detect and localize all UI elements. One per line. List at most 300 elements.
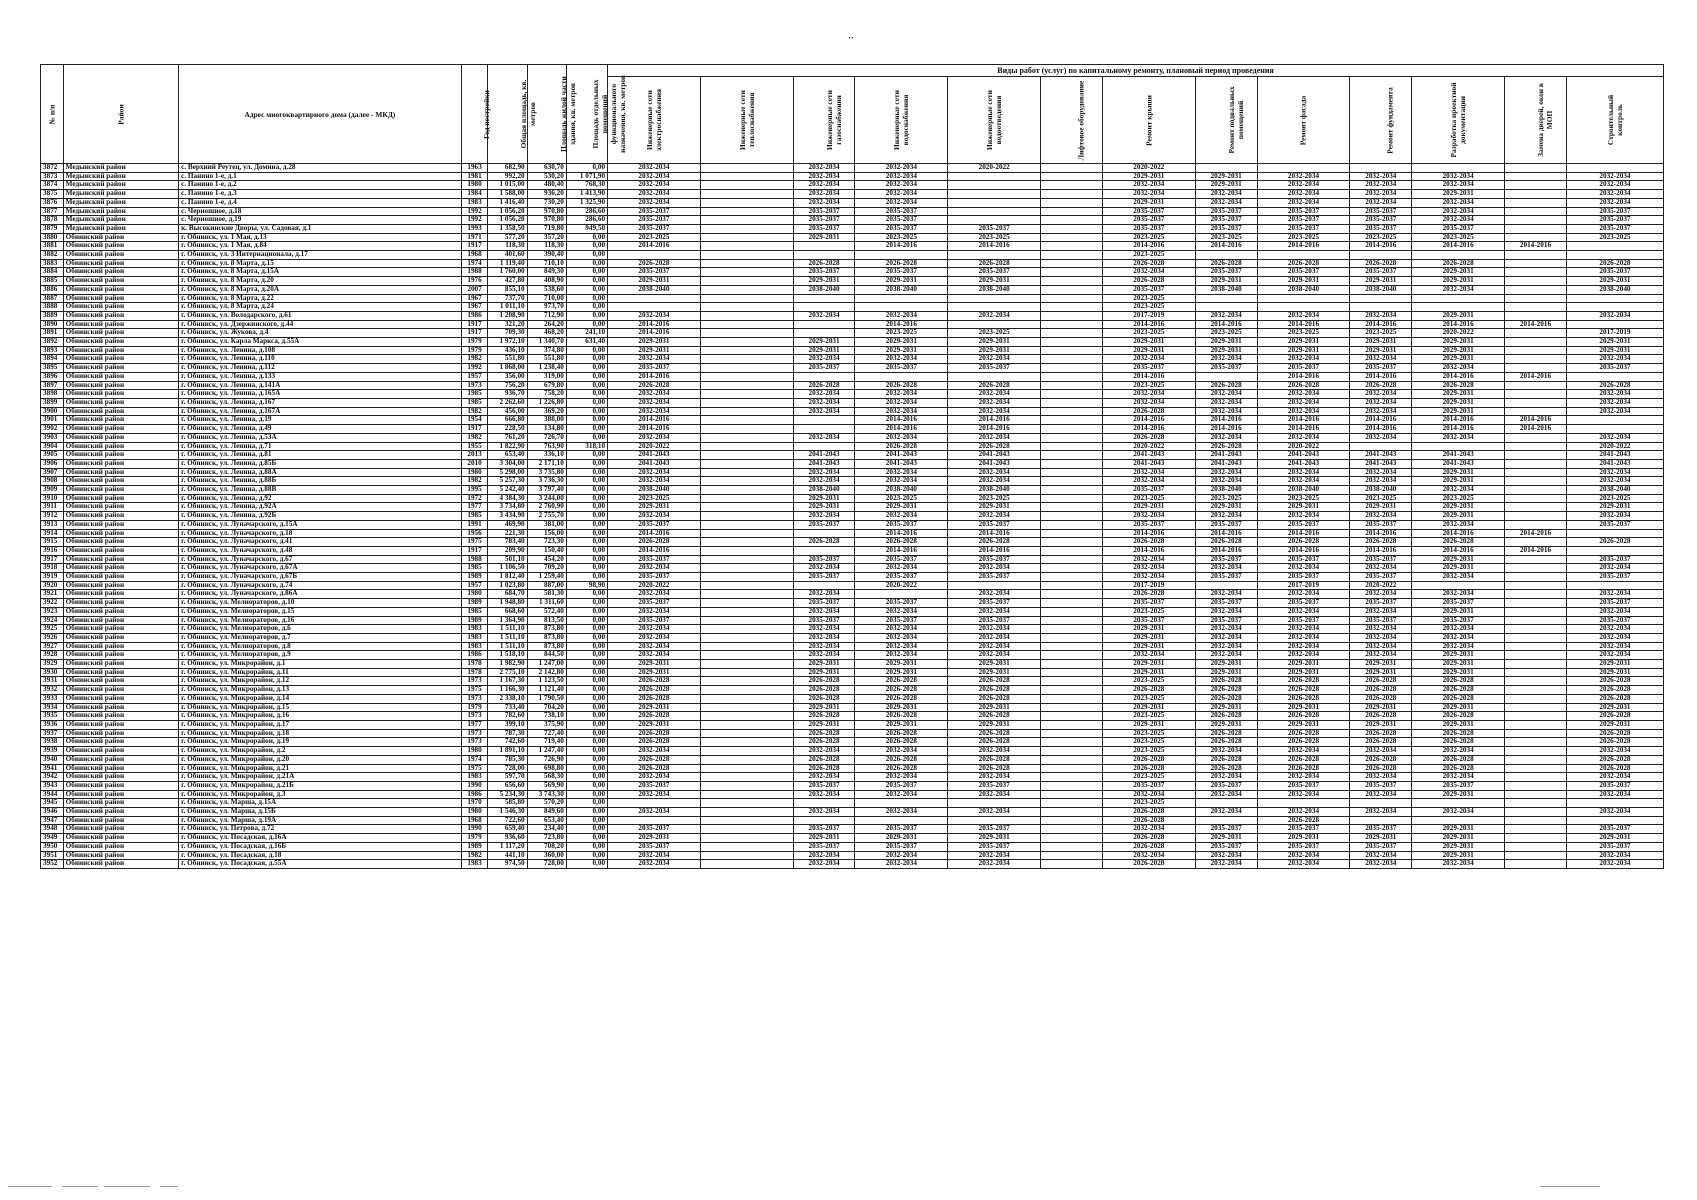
- address-cell: с. Панино 1-е, д.3: [179, 190, 462, 199]
- nonres-area-cell: 0,00: [566, 303, 607, 312]
- design-docs-cell: 2029-2031: [1412, 311, 1505, 320]
- doors-windows-cell: [1505, 251, 1567, 260]
- district-cell: Обнинский район: [63, 381, 178, 390]
- heating-cell: [700, 538, 793, 547]
- facade-cell: 2014-2016: [1257, 425, 1350, 434]
- water-cell: 2023-2025: [855, 329, 948, 338]
- facade-cell: 2029-2031: [1257, 277, 1350, 286]
- nonres-area-cell: 0,00: [566, 808, 607, 817]
- facade-cell: 2014-2016: [1257, 416, 1350, 425]
- roof-cell: 2023-2025: [1102, 251, 1195, 260]
- year-cell: 1976: [461, 277, 488, 286]
- row-number: 3921: [41, 590, 64, 599]
- total-area-cell: 1 023,80: [488, 581, 527, 590]
- gas-cell: 2035-2037: [793, 781, 855, 790]
- living-area-cell: 698,80: [527, 764, 566, 773]
- elevator-cell: [1041, 303, 1103, 312]
- doors-windows-cell: [1505, 581, 1567, 590]
- year-cell: 1982: [461, 433, 488, 442]
- heating-cell: [700, 738, 793, 747]
- basement-cell: 2032-2034: [1195, 808, 1257, 817]
- address-cell: г. Обнинск, ул. Посадская, д.16Б: [179, 842, 462, 851]
- total-area-cell: 785,30: [488, 755, 527, 764]
- facade-cell: 2032-2034: [1257, 633, 1350, 642]
- header-no: № п/п: [41, 65, 64, 164]
- roof-cell: 2023-2025: [1102, 303, 1195, 312]
- table-header-row: [41, 65, 1664, 77]
- row-number: 3917: [41, 555, 64, 564]
- heating-cell: [700, 851, 793, 860]
- nonres-area-cell: 0,00: [566, 538, 607, 547]
- heating-cell: [700, 346, 793, 355]
- table-row: [41, 277, 1664, 286]
- elevator-cell: [1041, 364, 1103, 373]
- row-number: 3930: [41, 668, 64, 677]
- total-area-cell: 456,00: [488, 407, 527, 416]
- heating-cell: [700, 285, 793, 294]
- heating-cell: [700, 433, 793, 442]
- foundation-cell: [1350, 294, 1412, 303]
- foundation-cell: 2026-2028: [1350, 259, 1412, 268]
- address-cell: г. Обнинск, ул. 8 Марта, д.20А: [179, 285, 462, 294]
- water-cell: 2023-2025: [855, 494, 948, 503]
- facade-cell: 2041-2043: [1257, 451, 1350, 460]
- electric-cell: 2035-2037: [608, 224, 701, 233]
- doors-windows-cell: [1505, 390, 1567, 399]
- district-cell: Обнинский район: [63, 494, 178, 503]
- drainage-cell: 2029-2031: [948, 721, 1041, 730]
- heating-cell: [700, 834, 793, 843]
- nonres-area-cell: 0,00: [566, 398, 607, 407]
- facade-cell: 2032-2034: [1257, 390, 1350, 399]
- nonres-area-cell: 0,00: [566, 164, 607, 173]
- foundation-cell: [1350, 164, 1412, 173]
- roof-cell: 2035-2037: [1102, 616, 1195, 625]
- gas-cell: 2029-2031: [793, 503, 855, 512]
- row-number: 3948: [41, 825, 64, 834]
- year-cell: 1989: [461, 842, 488, 851]
- district-cell: Обнинский район: [63, 364, 178, 373]
- address-cell: г. Обнинск, ул. 8 Марта, д.15: [179, 259, 462, 268]
- basement-cell: 2032-2034: [1195, 564, 1257, 573]
- basement-cell: 2026-2028: [1195, 677, 1257, 686]
- elevator-cell: [1041, 355, 1103, 364]
- basement-cell: 2035-2037: [1195, 599, 1257, 608]
- living-area-cell: 3 797,40: [527, 486, 566, 495]
- doors-windows-cell: [1505, 329, 1567, 338]
- total-area-cell: 1 117,20: [488, 842, 527, 851]
- design-docs-cell: 2014-2016: [1412, 529, 1505, 538]
- address-cell: г. Обнинск, ул. Микрорайон, д.21: [179, 764, 462, 773]
- row-number: 3914: [41, 529, 64, 538]
- district-cell: Обнинский район: [63, 433, 178, 442]
- total-area-cell: 756,20: [488, 381, 527, 390]
- district-cell: Обнинский район: [63, 738, 178, 747]
- water-cell: 2032-2034: [855, 181, 948, 190]
- nonres-area-cell: 631,40: [566, 338, 607, 347]
- roof-cell: 2026-2028: [1102, 860, 1195, 869]
- design-docs-cell: 2029-2031: [1412, 564, 1505, 573]
- roof-cell: 2023-2025: [1102, 494, 1195, 503]
- table-row: [41, 607, 1664, 616]
- water-cell: 2026-2028: [855, 694, 948, 703]
- living-area-cell: 849,30: [527, 268, 566, 277]
- nonres-area-cell: 0,00: [566, 642, 607, 651]
- construction-control-cell: 2032-2034: [1566, 747, 1663, 756]
- living-area-cell: 873,80: [527, 642, 566, 651]
- heating-cell: [700, 773, 793, 782]
- nonres-area-cell: 0,00: [566, 494, 607, 503]
- row-number: 3904: [41, 442, 64, 451]
- design-docs-cell: 2029-2031: [1412, 512, 1505, 521]
- basement-cell: 2026-2028: [1195, 694, 1257, 703]
- drainage-cell: [948, 181, 1041, 190]
- district-cell: Обнинский район: [63, 825, 178, 834]
- elevator-cell: [1041, 590, 1103, 599]
- water-cell: 2029-2031: [855, 703, 948, 712]
- drainage-cell: 2032-2034: [948, 651, 1041, 660]
- year-cell: 1957: [461, 372, 488, 381]
- elevator-cell: [1041, 390, 1103, 399]
- elevator-cell: [1041, 825, 1103, 834]
- row-number: 3895: [41, 364, 64, 373]
- year-cell: 1973: [461, 381, 488, 390]
- heating-cell: [700, 764, 793, 773]
- row-number: 3927: [41, 642, 64, 651]
- address-cell: г. Обнинск, ул. Ленина, д.110: [179, 355, 462, 364]
- doors-windows-cell: [1505, 633, 1567, 642]
- year-cell: 1970: [461, 799, 488, 808]
- elevator-cell: [1041, 581, 1103, 590]
- gas-cell: 2029-2031: [793, 494, 855, 503]
- doors-windows-cell: [1505, 781, 1567, 790]
- basement-cell: 2041-2043: [1195, 459, 1257, 468]
- total-area-cell: 1 518,10: [488, 651, 527, 660]
- row-number: 3909: [41, 486, 64, 495]
- year-cell: 1954: [461, 416, 488, 425]
- heating-cell: [700, 616, 793, 625]
- basement-cell: 2035-2037: [1195, 224, 1257, 233]
- nonres-area-cell: 0,00: [566, 651, 607, 660]
- foundation-cell: 2032-2034: [1350, 433, 1412, 442]
- foundation-cell: 2023-2025: [1350, 233, 1412, 242]
- year-cell: 1993: [461, 224, 488, 233]
- total-area-cell: 1 166,30: [488, 686, 527, 695]
- heating-cell: [700, 860, 793, 869]
- foundation-cell: 2026-2028: [1350, 677, 1412, 686]
- nonres-area-cell: 0,00: [566, 747, 607, 756]
- doors-windows-cell: [1505, 825, 1567, 834]
- roof-cell: 2026-2028: [1102, 277, 1195, 286]
- address-cell: г. Обнинск, ул. Микрорайон, д.15: [179, 703, 462, 712]
- row-number: 3877: [41, 207, 64, 216]
- facade-cell: 2035-2037: [1257, 825, 1350, 834]
- gas-cell: 2026-2028: [793, 538, 855, 547]
- electric-cell: 2023-2025: [608, 494, 701, 503]
- construction-control-cell: 2029-2031: [1566, 338, 1663, 347]
- design-docs-cell: 2029-2031: [1412, 555, 1505, 564]
- foundation-cell: 2032-2034: [1350, 512, 1412, 521]
- nonres-area-cell: 0,00: [566, 842, 607, 851]
- construction-control-cell: 2035-2037: [1566, 825, 1663, 834]
- roof-cell: 2026-2028: [1102, 686, 1195, 695]
- nonres-area-cell: 0,00: [566, 512, 607, 521]
- nonres-area-cell: 0,00: [566, 285, 607, 294]
- construction-control-cell: 2035-2037: [1566, 616, 1663, 625]
- address-cell: г. Обнинск, ул. Мелиораторов, д.8: [179, 642, 462, 651]
- elevator-cell: [1041, 259, 1103, 268]
- doors-windows-cell: [1505, 651, 1567, 660]
- living-area-cell: 710,10: [527, 259, 566, 268]
- heating-cell: [700, 729, 793, 738]
- total-area-cell: 666,80: [488, 416, 527, 425]
- roof-cell: 2029-2031: [1102, 703, 1195, 712]
- row-number: 3886: [41, 285, 64, 294]
- foundation-cell: 2029-2031: [1350, 703, 1412, 712]
- construction-control-cell: [1566, 372, 1663, 381]
- elevator-cell: [1041, 781, 1103, 790]
- foundation-cell: 2032-2034: [1350, 747, 1412, 756]
- year-cell: 1975: [461, 538, 488, 547]
- row-number: 3903: [41, 433, 64, 442]
- gas-cell: 2032-2034: [793, 773, 855, 782]
- district-cell: Обнинский район: [63, 520, 178, 529]
- elevator-cell: [1041, 703, 1103, 712]
- year-cell: 1984: [461, 190, 488, 199]
- elevator-cell: [1041, 486, 1103, 495]
- basement-cell: 2032-2034: [1195, 607, 1257, 616]
- construction-control-cell: 2032-2034: [1566, 808, 1663, 817]
- elevator-cell: [1041, 520, 1103, 529]
- heating-cell: [700, 799, 793, 808]
- water-cell: 2035-2037: [855, 216, 948, 225]
- district-cell: Обнинский район: [63, 459, 178, 468]
- foundation-cell: 2032-2034: [1350, 564, 1412, 573]
- doors-windows-cell: [1505, 625, 1567, 634]
- roof-cell: 2026-2028: [1102, 816, 1195, 825]
- living-area-cell: 728,00: [527, 860, 566, 869]
- electric-cell: 2032-2034: [608, 808, 701, 817]
- district-cell: Обнинский район: [63, 477, 178, 486]
- design-docs-cell: 2032-2034: [1412, 486, 1505, 495]
- row-number: 3894: [41, 355, 64, 364]
- total-area-cell: 1 972,10: [488, 338, 527, 347]
- table-row: [41, 172, 1664, 181]
- heating-cell: [700, 512, 793, 521]
- water-cell: 2014-2016: [855, 320, 948, 329]
- facade-cell: 2035-2037: [1257, 216, 1350, 225]
- roof-cell: 2029-2031: [1102, 642, 1195, 651]
- water-cell: 2032-2034: [855, 773, 948, 782]
- water-cell: 2032-2034: [855, 607, 948, 616]
- row-number: 3912: [41, 512, 64, 521]
- total-area-cell: 1 358,50: [488, 224, 527, 233]
- doors-windows-cell: [1505, 442, 1567, 451]
- year-cell: 1971: [461, 233, 488, 242]
- gas-cell: 2026-2028: [793, 764, 855, 773]
- electric-cell: 2032-2034: [608, 433, 701, 442]
- heating-cell: [700, 207, 793, 216]
- district-cell: Обнинский район: [63, 642, 178, 651]
- gas-cell: 2029-2031: [793, 703, 855, 712]
- footer-rule: [160, 1186, 178, 1187]
- facade-cell: 2032-2034: [1257, 398, 1350, 407]
- year-cell: 1988: [461, 555, 488, 564]
- roof-cell: 2023-2025: [1102, 799, 1195, 808]
- elevator-cell: [1041, 773, 1103, 782]
- construction-control-cell: 2035-2037: [1566, 364, 1663, 373]
- living-area-cell: 375,90: [527, 721, 566, 730]
- basement-cell: 2014-2016: [1195, 425, 1257, 434]
- living-area-cell: 719,40: [527, 738, 566, 747]
- electric-cell: 2029-2031: [608, 721, 701, 730]
- doors-windows-cell: [1505, 294, 1567, 303]
- water-cell: 2014-2016: [855, 416, 948, 425]
- total-area-cell: 5 242,40: [488, 486, 527, 495]
- design-docs-cell: 2029-2031: [1412, 721, 1505, 730]
- construction-control-cell: 2035-2037: [1566, 520, 1663, 529]
- year-cell: 1973: [461, 677, 488, 686]
- roof-cell: 2014-2016: [1102, 416, 1195, 425]
- elevator-cell: [1041, 660, 1103, 669]
- construction-control-cell: 2029-2031: [1566, 277, 1663, 286]
- basement-cell: 2032-2034: [1195, 512, 1257, 521]
- construction-control-cell: 2029-2031: [1566, 703, 1663, 712]
- year-cell: 1917: [461, 320, 488, 329]
- district-cell: Обнинский район: [63, 285, 178, 294]
- drainage-cell: 2029-2031: [948, 660, 1041, 669]
- doors-windows-cell: [1505, 668, 1567, 677]
- electric-cell: 2032-2034: [608, 773, 701, 782]
- nonres-area-cell: 286,60: [566, 216, 607, 225]
- elevator-cell: [1041, 555, 1103, 564]
- living-area-cell: 887,00: [527, 581, 566, 590]
- construction-control-cell: 2029-2031: [1566, 346, 1663, 355]
- address-cell: г. Обнинск, ул. Микрорайон, д.11: [179, 668, 462, 677]
- address-cell: г. Обнинск, ул. Мелиораторов, д.10: [179, 599, 462, 608]
- heating-cell: [700, 747, 793, 756]
- nonres-area-cell: 0,00: [566, 520, 607, 529]
- table-row: [41, 372, 1664, 381]
- water-cell: 2026-2028: [855, 381, 948, 390]
- total-area-cell: 356,00: [488, 372, 527, 381]
- facade-cell: 2029-2031: [1257, 338, 1350, 347]
- electric-cell: 2029-2031: [608, 668, 701, 677]
- foundation-cell: 2035-2037: [1350, 599, 1412, 608]
- nonres-area-cell: 0,00: [566, 738, 607, 747]
- water-cell: 2032-2034: [855, 433, 948, 442]
- living-area-cell: 730,20: [527, 198, 566, 207]
- facade-cell: 2032-2034: [1257, 198, 1350, 207]
- district-cell: Обнинский район: [63, 703, 178, 712]
- electric-cell: 2035-2037: [608, 216, 701, 225]
- heating-cell: [700, 503, 793, 512]
- header-works-group: Виды работ (услуг) по капитальному ремонту, плановый период проведения: [608, 65, 1664, 77]
- gas-cell: 2032-2034: [793, 860, 855, 869]
- footer-rule: [104, 1186, 150, 1187]
- district-cell: Обнинский район: [63, 294, 178, 303]
- address-cell: г. Обнинск, ул. 8 Марта, д.20: [179, 277, 462, 286]
- water-cell: 2032-2034: [855, 790, 948, 799]
- design-docs-cell: 2029-2031: [1412, 790, 1505, 799]
- heating-cell: [700, 477, 793, 486]
- gas-cell: 2032-2034: [793, 190, 855, 199]
- heating-cell: [700, 277, 793, 286]
- basement-cell: 2035-2037: [1195, 268, 1257, 277]
- year-cell: 1974: [461, 755, 488, 764]
- facade-cell: 2026-2028: [1257, 729, 1350, 738]
- facade-cell: 2041-2043: [1257, 459, 1350, 468]
- nonres-area-cell: 0,00: [566, 564, 607, 573]
- facade-cell: 2017-2019: [1257, 581, 1350, 590]
- elevator-cell: [1041, 346, 1103, 355]
- total-area-cell: 5 234,30: [488, 790, 527, 799]
- construction-control-cell: 2035-2037: [1566, 573, 1663, 582]
- electric-cell: [608, 294, 701, 303]
- roof-cell: 2026-2028: [1102, 433, 1195, 442]
- year-cell: 1957: [461, 581, 488, 590]
- facade-cell: 2014-2016: [1257, 242, 1350, 251]
- gas-cell: 2035-2037: [793, 216, 855, 225]
- nonres-area-cell: 0,00: [566, 633, 607, 642]
- nonres-area-cell: 0,00: [566, 468, 607, 477]
- water-cell: 2032-2034: [855, 311, 948, 320]
- basement-cell: 2026-2028: [1195, 729, 1257, 738]
- design-docs-cell: 2041-2043: [1412, 451, 1505, 460]
- electric-cell: 2026-2028: [608, 538, 701, 547]
- year-cell: 1989: [461, 573, 488, 582]
- basement-cell: 2026-2028: [1195, 755, 1257, 764]
- nonres-area-cell: 0,00: [566, 860, 607, 869]
- electric-cell: 2032-2034: [608, 311, 701, 320]
- doors-windows-cell: [1505, 512, 1567, 521]
- basement-cell: 2032-2034: [1195, 407, 1257, 416]
- construction-control-cell: 2032-2034: [1566, 390, 1663, 399]
- row-number: 3899: [41, 398, 64, 407]
- heating-cell: [700, 825, 793, 834]
- nonres-area-cell: 98,90: [566, 581, 607, 590]
- basement-cell: 2032-2034: [1195, 590, 1257, 599]
- drainage-cell: 2023-2025: [948, 494, 1041, 503]
- water-cell: 2029-2031: [855, 834, 948, 843]
- heating-cell: [700, 268, 793, 277]
- elevator-cell: [1041, 329, 1103, 338]
- construction-control-cell: [1566, 425, 1663, 434]
- doors-windows-cell: [1505, 573, 1567, 582]
- elevator-cell: [1041, 372, 1103, 381]
- foundation-cell: 2023-2025: [1350, 494, 1412, 503]
- address-cell: г. Обнинск, ул. Ленина, д.92А: [179, 503, 462, 512]
- foundation-cell: 2014-2016: [1350, 320, 1412, 329]
- district-cell: Обнинский район: [63, 346, 178, 355]
- water-cell: 2035-2037: [855, 207, 948, 216]
- construction-control-cell: 2032-2034: [1566, 198, 1663, 207]
- gas-cell: 2026-2028: [793, 259, 855, 268]
- electric-cell: 2035-2037: [608, 825, 701, 834]
- electric-cell: 2035-2037: [608, 599, 701, 608]
- row-number: 3923: [41, 607, 64, 616]
- foundation-cell: 2032-2034: [1350, 642, 1412, 651]
- nonres-area-cell: 0,00: [566, 277, 607, 286]
- basement-cell: 2032-2034: [1195, 851, 1257, 860]
- foundation-cell: 2023-2025: [1350, 329, 1412, 338]
- water-cell: 2023-2025: [855, 233, 948, 242]
- doors-windows-cell: [1505, 433, 1567, 442]
- address-cell: с. Панино 1-е, д.1: [179, 172, 462, 181]
- design-docs-cell: 2029-2031: [1412, 338, 1505, 347]
- heating-cell: [700, 625, 793, 634]
- doors-windows-cell: 2014-2016: [1505, 242, 1567, 251]
